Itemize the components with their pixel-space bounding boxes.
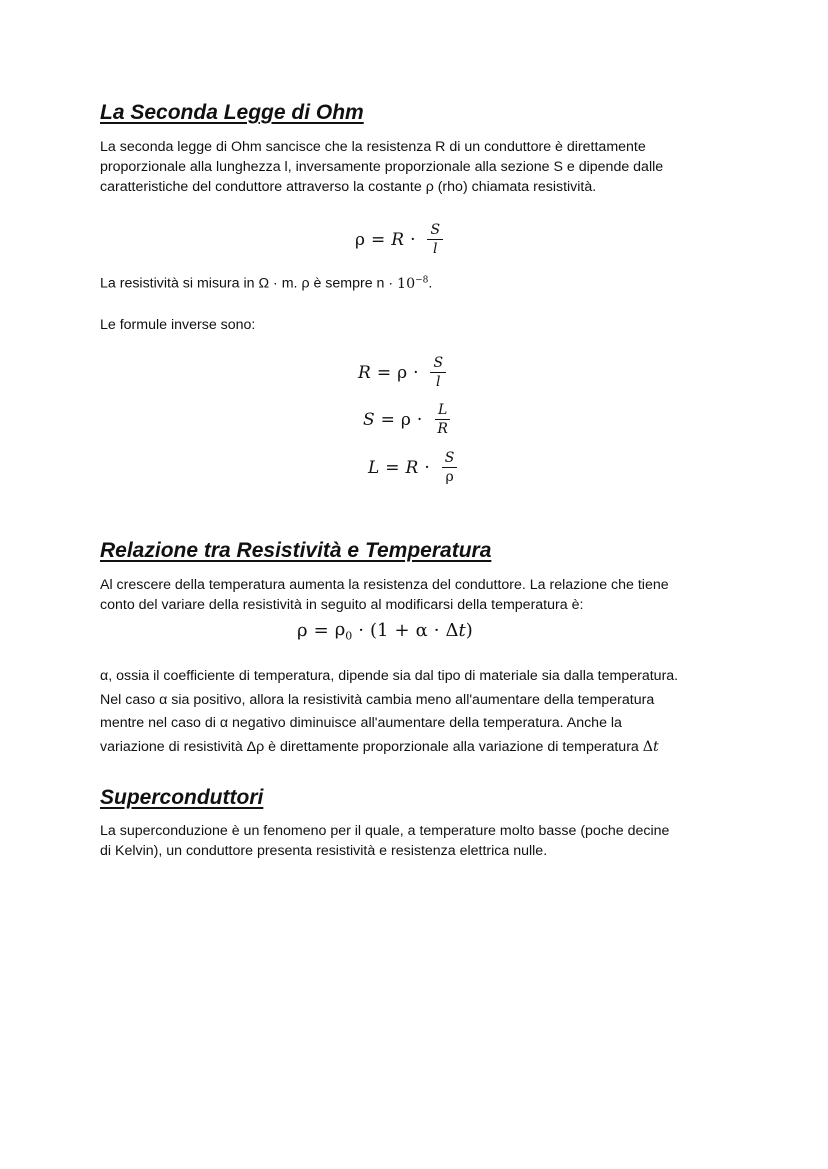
paragraph-line: di Kelvin), un conduttore presenta resistività e resistenza elettrica nulle. [100, 843, 548, 859]
eq-denominator: ρ [445, 469, 454, 485]
eq-dot: · [424, 457, 430, 478]
unit-end: . [428, 275, 433, 292]
unit-symbol: Ω · m. [258, 275, 298, 292]
paragraph-line: α, ossia il coefficiente di temperatura, dipende sia dal tipo di materiale sia dalla temperatura. [100, 668, 679, 684]
eq-term: ρ [397, 362, 408, 383]
inverse-equation-l [368, 450, 457, 485]
paragraph-line: Nel caso α sia positivo, allora la resistività cambia meno all'aumentare della temperatura [100, 691, 655, 708]
eq-dot: · [410, 229, 416, 250]
paragraph-line [100, 736, 760, 760]
eq-term: R [405, 457, 419, 478]
eq-lhs: ρ [355, 229, 365, 250]
eq-numerator: S [430, 355, 446, 373]
superconductor-paragraph [100, 821, 740, 861]
delta-t-symbol [643, 739, 659, 755]
unit-sentence [100, 270, 740, 294]
inverse-label-text: Le formule inverse sono: [100, 317, 256, 333]
eq-dot: · [413, 362, 419, 383]
eq-numerator: S [442, 450, 458, 468]
eq-delta-t [445, 620, 465, 641]
eq-lhs: ρ [297, 620, 308, 642]
eq-term: ρ [400, 409, 411, 430]
eq-t: t [458, 620, 466, 642]
section-title-resistivita-temperatura: Relazione tra Resistività e Temperatura [100, 539, 492, 562]
paragraph-line: caratteristiche del conduttore attraverso la costante ρ (rho) chiamata resistività. [100, 179, 597, 195]
eq-numerator: S [427, 222, 443, 240]
eq-fraction [427, 222, 443, 257]
paragraph-line: proporzionale alla lunghezza l, inversamente proporzionale alla sezione S e dipende dalle [100, 159, 664, 175]
inverse-equation-s [363, 402, 451, 437]
eq-term: R [391, 229, 405, 250]
unit-power-exponent: −8 [415, 275, 429, 285]
unit-tail: ρ è sempre n · [301, 275, 394, 292]
eq-rho: ρ [334, 619, 346, 640]
eq-denominator: l [433, 241, 438, 257]
paragraph-line: conto del variare della resistività in seguito al modificarsi della temperatura è: [100, 597, 584, 613]
t: t [653, 738, 659, 755]
paragraph-line: La superconduzione è un fenomeno per il quale, a temperature molto basse (poche decine [100, 823, 670, 839]
eq-fraction [434, 402, 451, 437]
eq-equals: = [376, 362, 392, 383]
eq-close: ) [465, 620, 473, 642]
eq-denominator: l [436, 374, 441, 390]
intro-paragraph [100, 137, 740, 197]
unit-power [397, 276, 428, 292]
eq-fraction [430, 355, 446, 390]
eq-alpha: α [415, 620, 428, 642]
unit-line [100, 270, 740, 294]
eq-dot: · [433, 620, 440, 642]
eq-plus: + [394, 620, 410, 642]
eq-dot: · [416, 409, 423, 430]
eq-equals: = [313, 620, 329, 642]
eq-lhs: S [363, 409, 375, 430]
section-title-superconduttori: Superconduttori [100, 786, 264, 809]
paragraph-line: La seconda legge di Ohm sancisce che la resistenza R di un conduttore è direttamente [100, 139, 646, 155]
paragraph-line: mentre nel caso di α negativo diminuisce all'aumentare della temperatura. Anche la [100, 715, 622, 731]
eq-subscript: 0 [345, 629, 353, 643]
eq-delta: Δ [445, 620, 459, 642]
inverse-label [100, 315, 740, 335]
temperature-equation [297, 619, 473, 643]
eq-lhs: L [368, 457, 380, 478]
paragraph-line-text: variazione di resistività Δρ è direttamente proporzionale alla variazione di temperatura [100, 738, 639, 755]
unit-power-base: 10 [397, 275, 416, 292]
inverse-equation-r [358, 355, 446, 390]
section-title-seconda-legge: La Seconda Legge di Ohm [100, 101, 364, 124]
eq-equals: = [385, 457, 400, 478]
eq-equals: = [380, 409, 395, 430]
eq-lhs: R [358, 362, 371, 383]
main-equation [355, 222, 443, 257]
eq-denominator: R [437, 421, 448, 437]
eq-fraction [442, 450, 458, 485]
temperature-intro [100, 575, 740, 615]
eq-numerator: L [435, 402, 450, 420]
paragraph-line: Al crescere della temperatura aumenta la resistenza del conduttore. La relazione che tiene [100, 577, 669, 593]
eq-dot: · [358, 620, 365, 642]
temperature-body [100, 665, 760, 759]
delta: Δ [642, 738, 654, 755]
unit-text: La resistività si misura in [100, 275, 255, 292]
eq-open: (1 [370, 620, 389, 642]
eq-rho0 [335, 619, 353, 643]
eq-equals: = [371, 229, 386, 250]
